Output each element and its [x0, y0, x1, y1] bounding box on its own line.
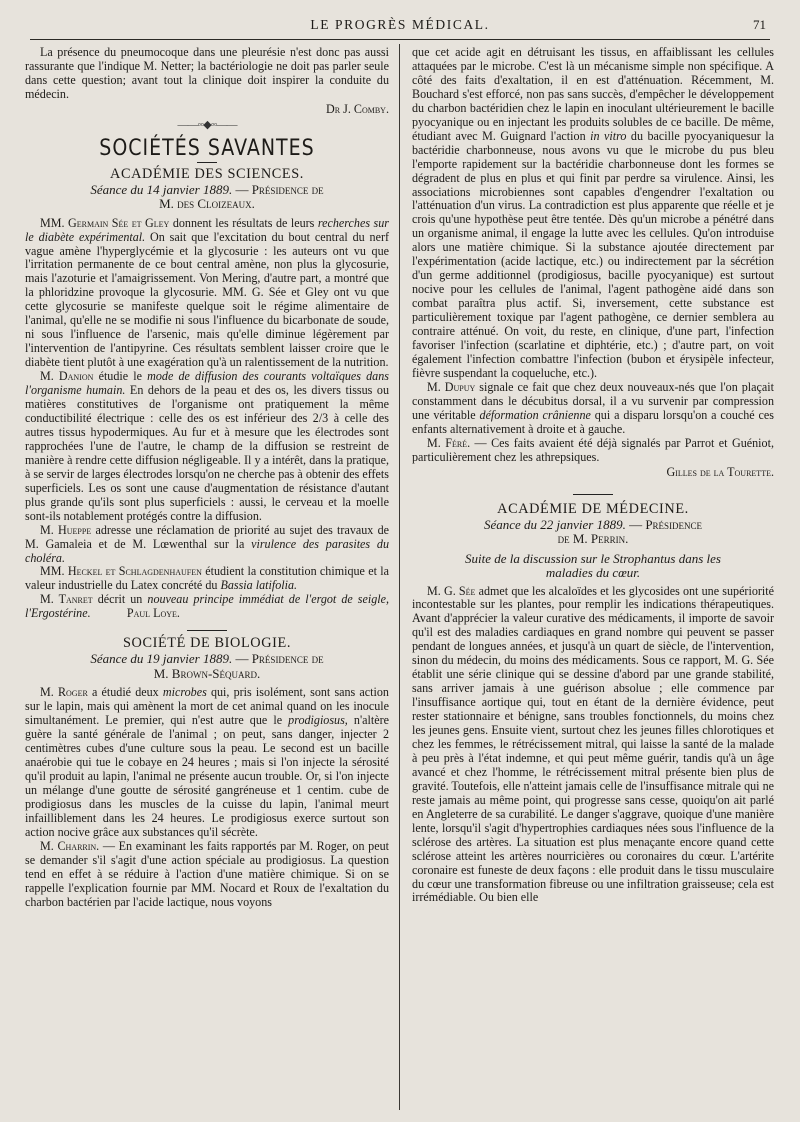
fere-paragraph [412, 437, 774, 465]
intro-paragraph: La présence du pneumocoque dans une pleurésie n'est donc pas aussi rassurante que l'indique M. Netter; la bactériologie ne doit pas parler seule dans cette question; avant tout la clinique doit inspirer la conduite du médecin. [25, 45, 389, 101]
paragraph-text: On sait que l'excitation du bout central du nerf vague amène l'hyperglycémie et la glycosurie : les auteurs ont vu que l'irritation permanente de ce bout central amène, non plus la glycosurie, mais l'azoturie et l'amaigrissement. Von Mering, d'autre part, a montré que la phloridzine provoque la glycosurie. MM. G. Sée et Gley ont vu que cette glycosurie se manifeste quelque soit le régime alimentaire de l'animal, qu'elle ne se modifie ni sous l'influence du bicarbonate de soude, ni sous l'influence de l'arsenic, mais qu'elle diminue légèrement par l'intervention de l'antipyrine. Ces résultats semblent laisser croire que le diabète tient plutôt à une exagération qu'à un ralentissement de la nutrition. [25, 229, 389, 370]
author-names: M. Féré. [427, 435, 471, 450]
academie-sciences-title: ACADÉMIE DES SCIENCES. [110, 165, 304, 182]
title-rule [197, 162, 217, 163]
paragraph-text: admet que les alcaloïdes et les glycosides ont une supériorité incontestable sur les plantes, pour remplir les indications thérapeutiques. Avant d'apprécier la valeur curative des médicaments, il importe de savoir qu'il est des maladies cardiaques en grand nombre qui peuvent se passer pendant de longues années, et jusqu'à un quart de siècle, de l'intervention, sinon du médecin, du moins des médicaments. Sous ce rapport, M. G. Sée établit une série clinique qui se dessine d'abord par une grande stabilité, sans arriver jamais à une guérison absolue ; elle commence par l'insuffisance aortique qui, tout en étant de la dernière évidence, peut rester stationnaire et bénigne, sans troubles fonctionnels, du moins chez les jeunes gens. Ensuite vient, surtout chez les jeunes filles chlorotiques et chez les femmes, le rétrécissement mitral, qui laisse la santé de la malade à peu près à l'état indemne, et qui peut même guérir, tandis qu'à un âge avancé et chez l'homme, le rétrécissement mitral présente bien plus de gravité. Toutefois, elle n'atteint jamais celle de l'insuffisance mitrale qui ne reste jamais au même point, qui progresse sans cesse, quoiqu'on ait parlé en Angleterre de sa curabilité. Le danger s'aggrave, quoique d'une manière lente, lorsqu'il s'agit d'hypertrophies cardiaques nées sous l'influence de la sclérose des artères. La situation est plus menaçante encore quand cette sclérose atteint les artères nourricières ou coronaires du cœur. L'artérite coronaire est funeste de deux façons : elle produit dans le tissu musculaire du cœur une transformation fibreuse ou une infiltration graisseuse; cela est irrémédiable. Ou bien elle [412, 583, 774, 905]
journal-title: LE PROGRÈS MÉDICAL. [310, 17, 490, 32]
biologie-paragraph-2 [25, 840, 389, 910]
author-names: M. Tanret [40, 592, 93, 607]
session-date: Séance du 19 janvier 1889. [90, 651, 233, 667]
paragraph-text: étudient la constitution chimique et la valeur industrielle du Latex concrété du [25, 564, 389, 593]
paragraph-text: décrit un [92, 592, 148, 607]
paragraph-text: — En examinant les faits rapportés par M. Roger, on peut se demander s'il s'agit d'une action spéciale au prodigiosus. La question tend en effet à se réduire à l'action d'une matière chimique. Si on se rappelle l'explication fournie par MM. Nocard et Roux de l'exaltation du charbon bactérien par l'acide lactique, nous voyons [25, 838, 390, 909]
author-names: M. Dupuy [427, 379, 476, 394]
paragraph-text: donnent les résultats de leurs [169, 215, 318, 230]
biologie-signature: Gilles de la Tourette. [666, 464, 774, 479]
paragraph-text: signale ce fait que chez deux nouveaux-nés que l'on plaçait constamment dans le décubitus dorsal, il a vu survenir par compression une véritable [412, 379, 774, 422]
paragraph-text: du bacille pyocyaniquesur la bactéridie charbonneuse, nous avons vu que le microbe du pus bleu l'emporte rapidement sur la bactéridie charbonneuse dont les formes se dégradent de plus en plus et qui finit par perdre sa virulence. Ainsi, les associations microbiennes sont capables d'engendrer l'exaltation ou l'atténuation d'un virus. La contradiction est plus apparente que réelle et je crois qu'une hypothèse peut être tentée. Dès qu'un microbe a pénétré dans un organisme animal, il engage la lutte avec les cellules. Qu'on introduise alors une matière chimique. Si la substance ajoutée directement par l'expérimentation (acide lactique, etc.) ou indirectement par la sécrétion d'un germe additionnel (prodigiosus, bacille pyocyanique) est surtout nocive pour les cellules de l'animal, l'agent pathogène aidé dans son combat paraîtra plus actif. Si, inversement, cette substance est particulièrement toxique par l'agent pathogène, ce dernier semblera au contraire atténué. On voit, du reste, en clinique, d'une part, l'infection favoriser l'infection (scarlatine et diphtérie, etc.) ; d'autre part, on voit également l'infection combattre l'infection (bubon et érysipèle infecteur, fièvre suspendant la coqueluche, etc.). [412, 128, 774, 380]
paragraph-text: qui, pris isolément, sont sans action sur le lapin, mais qui amènent la mort de cet animal quand on les inocule simultanément. Le premier, qui n'est autre que le [25, 685, 389, 728]
author-names: M. Charrin. [40, 838, 100, 853]
header-rule [30, 39, 770, 40]
column-divider [399, 44, 400, 1110]
session-presidence: — Présidence de [232, 651, 324, 667]
academie-medecine-session [412, 518, 774, 547]
paper-title: nouveau principe immédiat de l'ergot de seigle, l'Ergostérine. [25, 592, 390, 621]
term-italic: microbes [162, 685, 207, 700]
session-president: de M. Perrin. [557, 531, 629, 546]
subtitle-line-1: Suite de la discussion sur le Strophantus dans les [465, 550, 721, 566]
subtitle-line-2: maladies du cœur. [545, 565, 641, 580]
section-separator [573, 494, 613, 495]
author-names: M. Roger [40, 685, 88, 700]
running-head [30, 17, 770, 37]
paragraph-text: En dehors de la peau et des os, les divers tissus ou matières constitutives de l'organisme ont pratiquement la même conductibilité électrique : celle des os est inférieur des 2/3 à celle des autres tissus hypodermiques. Au fur et à mesure que les électrodes sont rapprochées l'une de l'autre, le champ de la diffusion se restreint de manière à rendre cette diffusion négligeable. Il y a intérêt, dans la pratique, à se servir de larges électrodes lorsqu'on ne cherche pas à obtenir des effets superficiels. Les os sont une cause d'augmentation de résistance d'autant plus grande qu'ils sont plus superficiels : aussi, le cerveau et la moelle sont-ils notablement protégés contre la diffusion. [25, 383, 390, 523]
session-date: Séance du 14 janvier 1889. [90, 181, 233, 197]
session-president: M. Brown-Séquard. [153, 665, 261, 681]
academie-medecine-title: ACADÉMIE DE MÉDECINE. [497, 500, 689, 517]
author-names: MM. Germain Sée et Gley [40, 215, 170, 230]
intro-signature: Dr J. Comby. [326, 101, 389, 116]
discussion-subtitle [412, 552, 774, 581]
paragraph-text: adresse une réclamation de priorité au sujet des travaux de M. Gamaleia et de M. Lœwenthal sur la [25, 522, 389, 551]
paper-title: Bassia latifolia. [220, 578, 298, 593]
biologie-paragraph-1 [25, 686, 389, 839]
session-date: Séance du 22 janvier 1889. [483, 516, 626, 532]
author-names: M. Danion [40, 369, 94, 384]
section-separator [187, 630, 227, 631]
sciences-paragraph-1 [25, 217, 389, 370]
sciences-paragraph-4 [25, 565, 389, 593]
term-italic: in vitro [590, 128, 627, 143]
paragraph-text: — Ces faits avaient été déjà signalés par Parrot et Guéniot, particulièrement chez les athrepsiques. [412, 435, 774, 464]
dupuy-paragraph [412, 381, 774, 437]
paper-title: mode de diffusion des courants voltaïques dans l'organisme humain. [25, 369, 389, 398]
section-title: SOCIÉTÉS SAVANTES [99, 134, 315, 161]
session-president: M. des Cloizeaux. [159, 196, 255, 212]
paragraph-text: que cet acide agit en détruisant les tissus, en affaiblissant les cellules attaquées par le microbe. C'est là un mécanisme simple non spécifique. A côté des faits d'exaltation, il en est d'atténuation. Récemment, M. Bouchard s'est efforcé, non pas sans succès, d'empêcher le développement du charbon bactéridien chez le lapin en inoculant ultérieurement le bacille pyocyanique ou en injectant les produits solubles de ce bacille. De même, étudiant avec M. Guignard l'action [412, 45, 774, 143]
sciences-paragraph-5 [25, 593, 389, 621]
medecine-paragraph-1 [412, 585, 774, 906]
societe-biologie-session [25, 652, 389, 681]
paper-title: recherches sur le diabète expérimental. [25, 215, 389, 244]
academie-sciences-session [25, 183, 389, 212]
author-names: M. Hueppe [40, 522, 92, 537]
societe-biologie-title: SOCIÉTÉ DE BIOLOGIE. [122, 635, 292, 652]
author-names: MM. Heckel et Schlagdenhaufen [40, 564, 202, 579]
section-ornament: ——◦◦◆◦◦—— [177, 118, 237, 131]
continued-paragraph [412, 46, 774, 381]
author-names: M. G. Sée [427, 583, 476, 598]
right-column [412, 46, 774, 905]
sciences-paragraph-3 [25, 524, 389, 566]
session-presidence: — Présidence de [232, 181, 324, 197]
sciences-paragraph-2 [25, 370, 389, 523]
page-number: 71 [753, 17, 766, 32]
report-signature: Paul Loye. [126, 606, 180, 621]
term-italic: déformation crânienne [479, 407, 591, 422]
session-presidence: — Présidence [625, 516, 703, 532]
left-column [25, 46, 389, 909]
paragraph-text: qui a disparu lorsqu'on a couché ces enfants alternativement à droite et à gauche. [412, 407, 774, 436]
paragraph-text: a étudié deux [87, 685, 163, 700]
term-italic: prodigiosus, [288, 713, 348, 728]
paper-title: virulence des parasites du choléra. [25, 536, 389, 565]
paragraph-text: étudie le [93, 369, 148, 384]
paragraph-text: n'altère guère la santé générale de l'animal ; on peut, sans danger, injecter 2 centimètres cubes d'une culture sous la peau. Le second est un bacille anaérobie qui tue le cobaye en 24 heures ; mais si l'on injecte la sérosité qu'il produit au lapin, l'animal ne présente aucun trouble. Or, si l'on injecte un mélange d'une goutte de sérosité gangréneuse et 1 centim. cube de prodigiosus dans les muscles de la cuisse du lapin, l'animal meurt infailliblement dans les 24 heures. Le prodigiosus exerce surtout son action nocive grâce aux substances qu'il sécrète. [25, 713, 389, 839]
